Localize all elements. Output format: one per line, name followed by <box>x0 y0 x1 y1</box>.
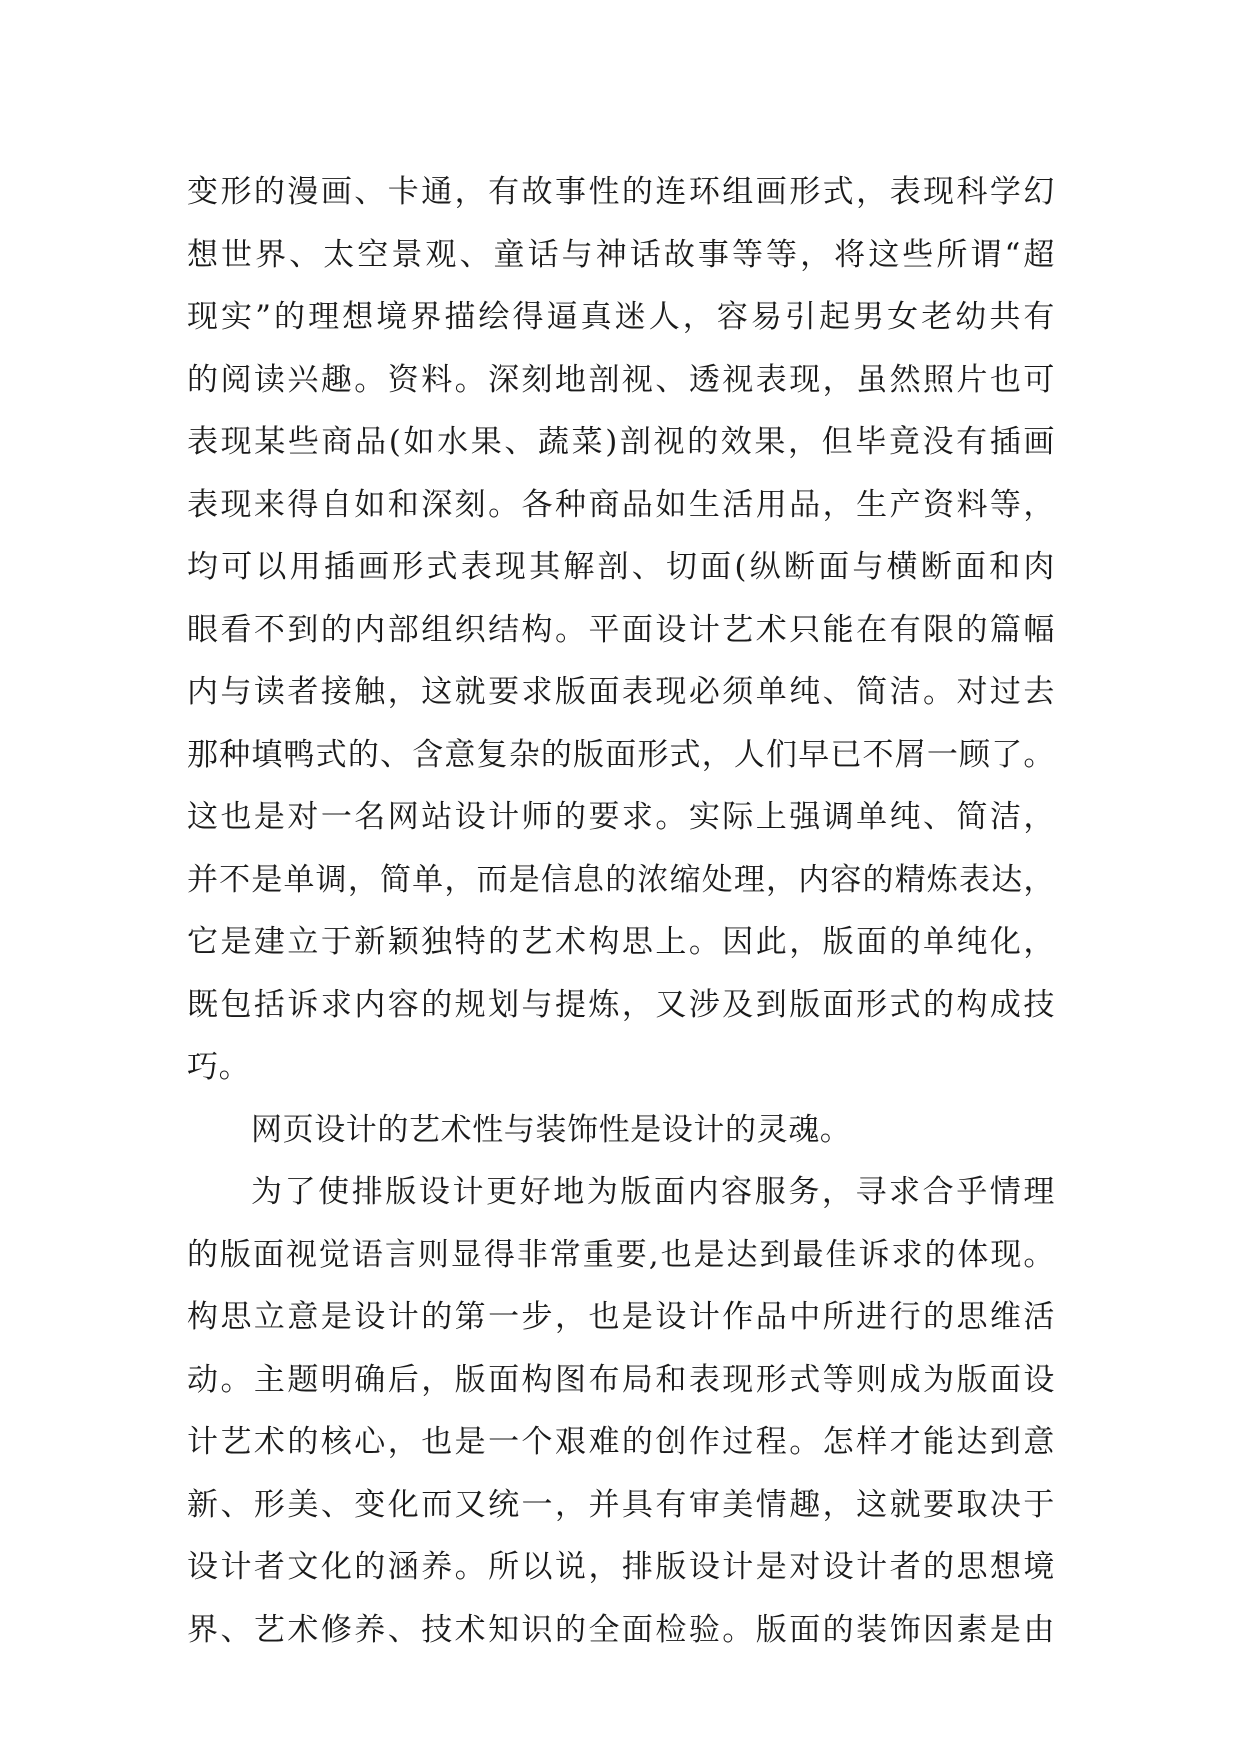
text-line: 均可以用插画形式表现其解剖、切面(纵断面与横断面和肉 <box>187 549 1055 585</box>
text-line: 新、形美、变化而又统一，并具有审美情趣，这就要取决于 <box>187 1486 1055 1523</box>
text-line: 并不是单调，简单，而是信息的浓缩处理，内容的精炼表达， <box>187 861 1055 898</box>
text-line: 那种填鸭式的、含意复杂的版面形式，人们早已不屑一顾了。 <box>187 736 1055 773</box>
text-line: 内与读者接触，这就要求版面表现必须单纯、简洁。对过去 <box>187 674 1055 710</box>
text-line: 设计者文化的涵养。所以说，排版设计是对设计者的思想境 <box>187 1549 1055 1585</box>
text-line: 的阅读兴趣。资料。深刻地剖视、透视表现，虽然照片也可 <box>187 361 1055 398</box>
text-line: 现实”的理想境界描绘得逼真迷人，容易引起男女老幼共有 <box>187 299 1055 335</box>
text-line: 它是建立于新颖独特的艺术构思上。因此，版面的单纯化， <box>187 924 1055 960</box>
text-line: 变形的漫画、卡通，有故事性的连环组画形式，表现科学幻 <box>187 174 1055 210</box>
text-line: 的版面视觉语言则显得非常重要,也是达到最佳诉求的体现。 <box>187 1236 1055 1273</box>
text-line: 计艺术的核心，也是一个艰难的创作过程。怎样才能达到意 <box>187 1424 1055 1460</box>
text-line: 巧。 <box>187 1049 251 1085</box>
body-text <box>187 161 1055 1661</box>
text-line: 为了使排版设计更好地为版面内容服务，寻求合乎情理 <box>251 1174 1055 1210</box>
text-line: 眼看不到的内部组织结构。平面设计艺术只能在有限的篇幅 <box>187 611 1055 648</box>
text-line: 构思立意是设计的第一步，也是设计作品中所进行的思维活 <box>187 1299 1055 1335</box>
text-line: 界、艺术修养、技术知识的全面检验。版面的装饰因素是由 <box>187 1611 1055 1648</box>
text-line: 既包括诉求内容的规划与提炼，又涉及到版面形式的构成技 <box>187 986 1055 1023</box>
text-line: 想世界、太空景观、童话与神话故事等等，将这些所谓“超 <box>187 236 1055 273</box>
text-line: 表现某些商品(如水果、蔬菜)剖视的效果，但毕竟没有插画 <box>187 424 1055 460</box>
paragraph-heading-line: 网页设计的艺术性与装饰性是设计的灵魂。 <box>251 1111 852 1148</box>
text-line: 这也是对一名网站设计师的要求。实际上强调单纯、简洁， <box>187 799 1055 835</box>
text-line: 表现来得自如和深刻。各种商品如生活用品，生产资料等， <box>187 486 1055 523</box>
text-line: 动。主题明确后，版面构图布局和表现形式等则成为版面设 <box>187 1361 1055 1398</box>
